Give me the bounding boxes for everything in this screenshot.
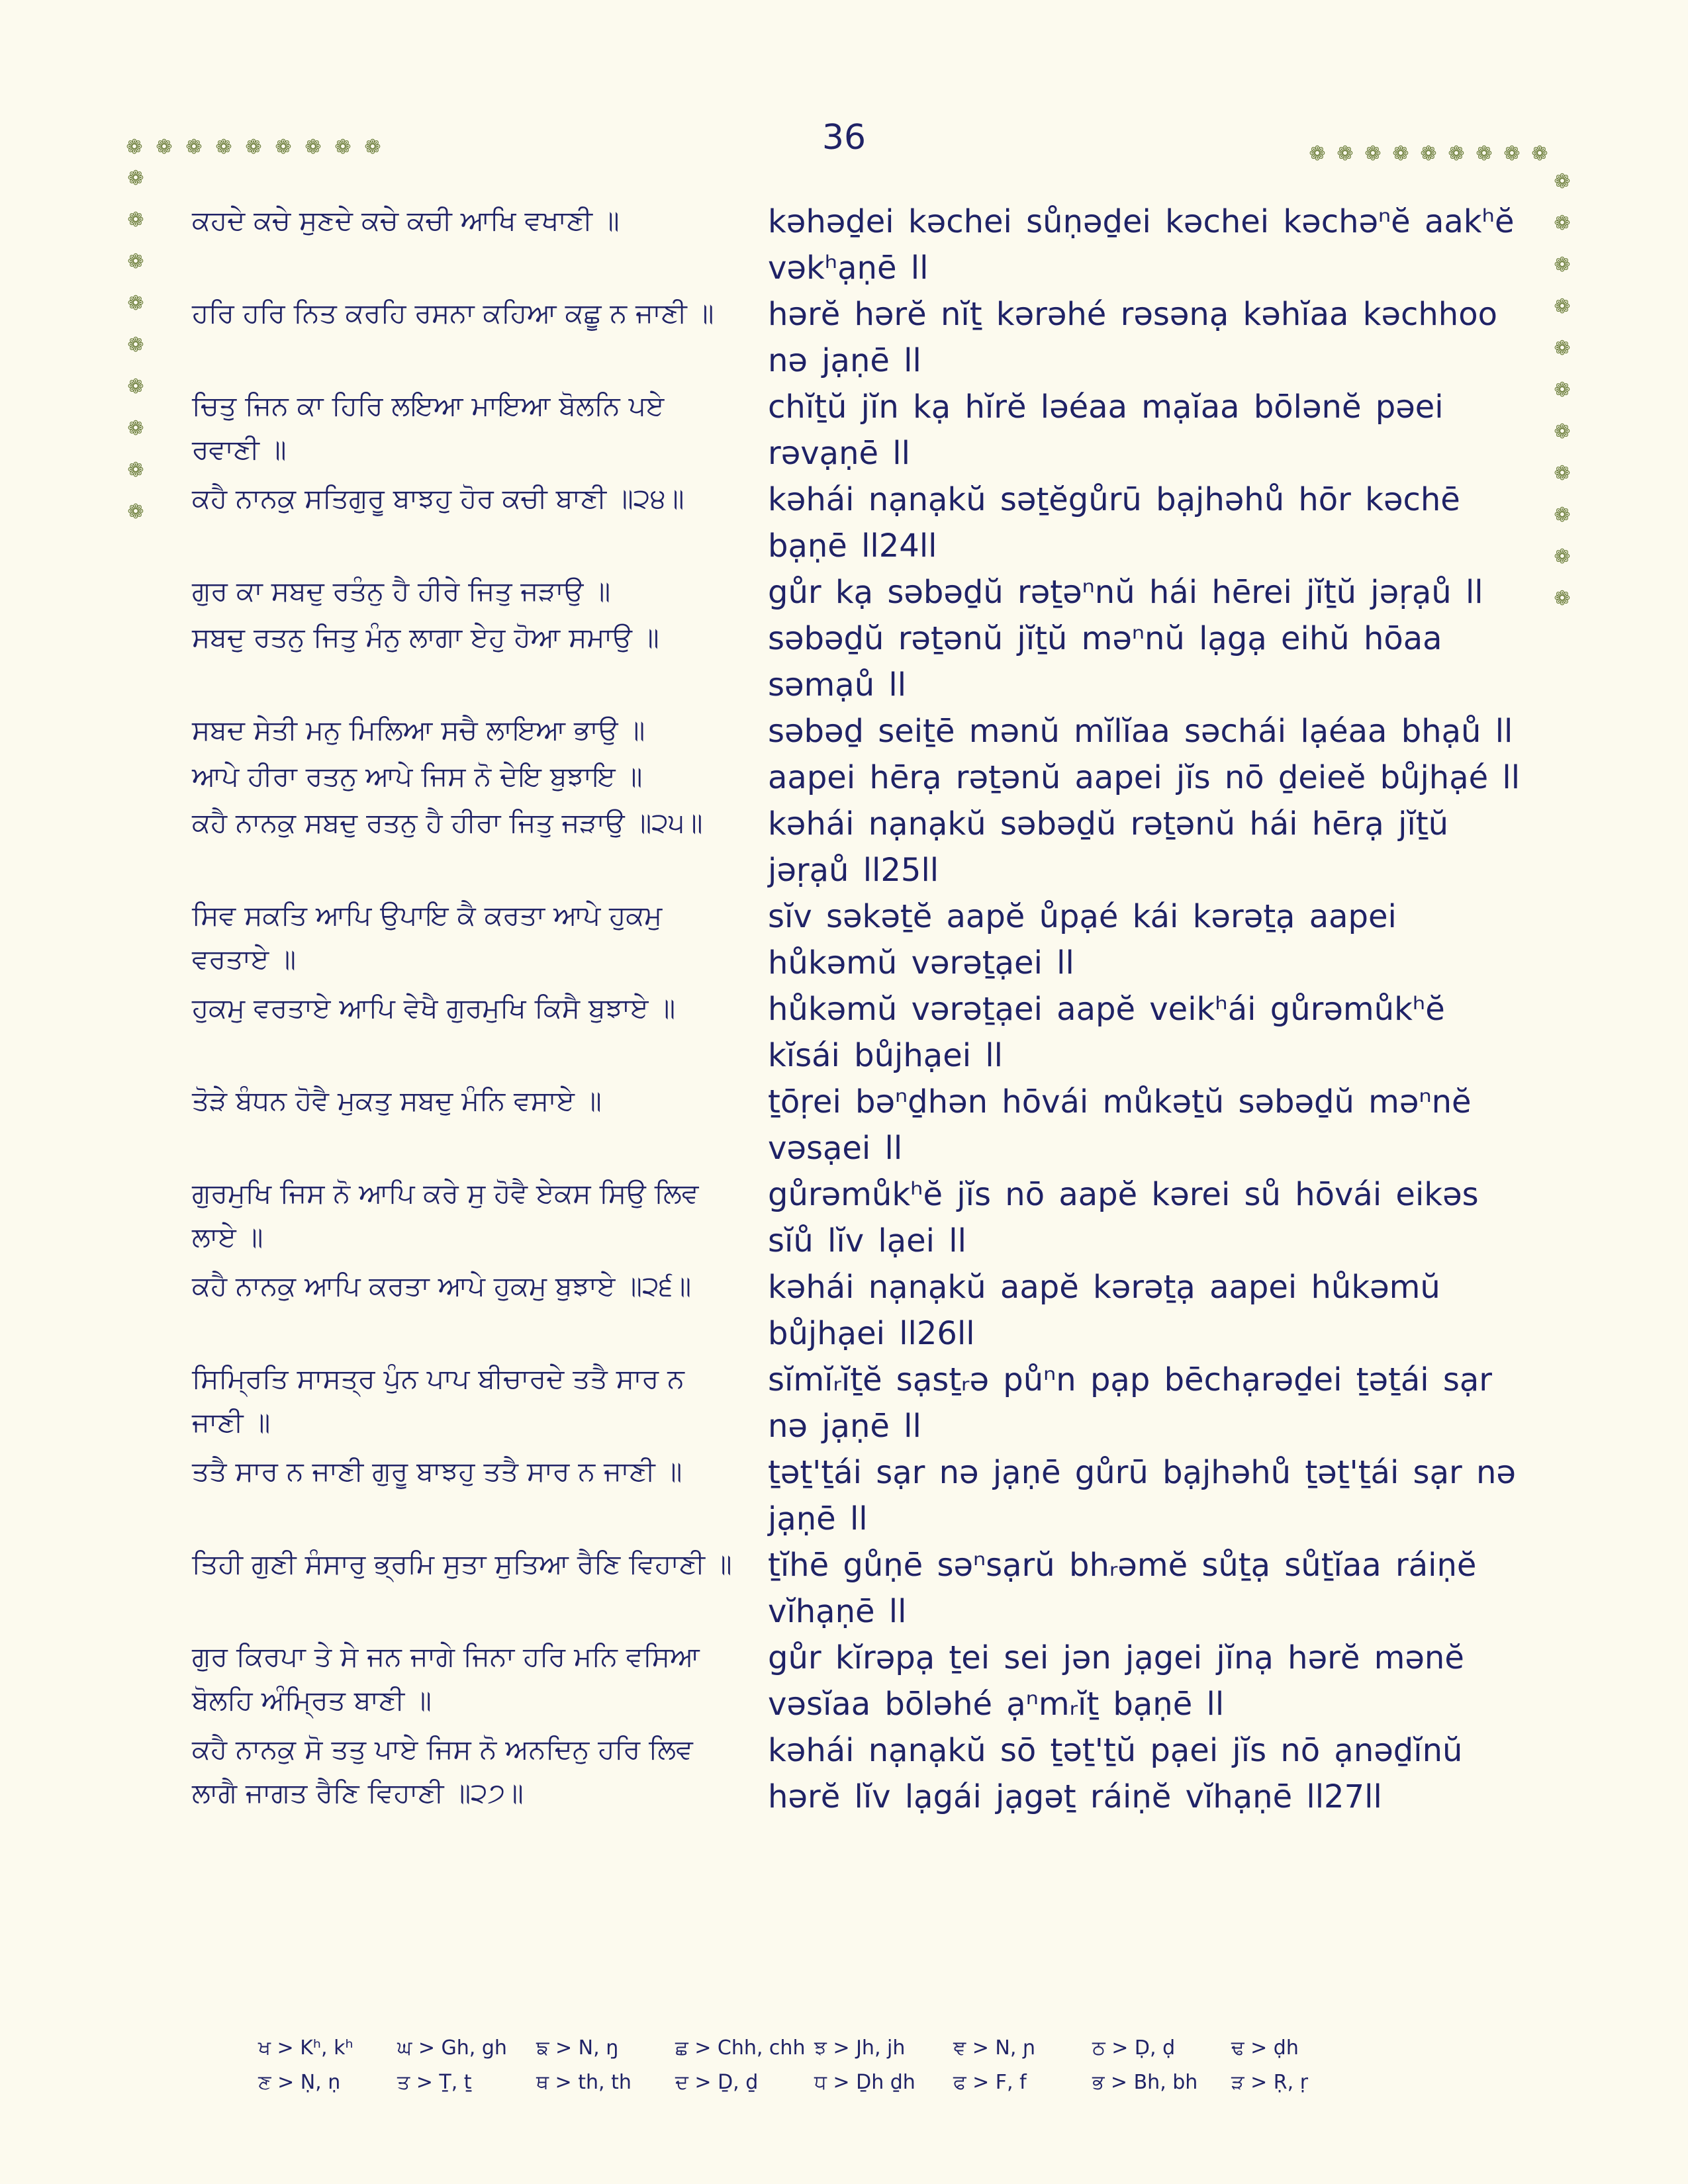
verse-gurmukhi: ਕਹੈ ਨਾਨਕੁ ਸਤਿਗੁਰੂ ਬਾਝਹੁ ਹੋਰ ਕਚੀ ਬਾਣੀ ॥੨੪॥ [192,482,684,514]
flower-icon: ❁ [127,292,144,315]
key-entry: ਭ > Bh, bh [1092,2071,1198,2094]
flower-icon: ❁ [1364,142,1382,165]
page-number: 36 [821,118,867,158]
flower-icon: ❁ [1531,142,1548,165]
flower-icon: ❁ [1336,142,1354,165]
key-entry: ਤ > Ṯ, ṯ [397,2071,472,2094]
verse-row [192,1079,1536,1171]
verse-row [192,708,1536,754]
flower-icon: ❁ [1448,142,1465,165]
verse-row [192,199,1536,291]
verse-gurmukhi: ਕਹਦੇ ਕਚੇ ਸੁਣਦੇ ਕਚੇ ਕਚੀ ਆਖਿ ਵਖਾਣੀ ॥ [192,205,620,236]
flower-icon: ❁ [215,136,232,159]
flower-icon: ❁ [1554,462,1571,485]
flower-icon: ❁ [127,375,144,398]
verse-gurmukhi: ਗੁਰਮੁਖਿ ਜਿਸ ਨੋ ਆਪਿ ਕਰੇ ਸੁ ਹੋਵੈ ਏਕਸ ਸਿਉ ਲਿਵ ਲਾਏ ॥ [192,1177,699,1253]
verse-transliteration: ṯĭhē gůṇē səⁿsạrŭ bhᵣəmĕ sůṯạ sůṯĭaa ráiṇĕ vĭhạṇē ll [768,1547,1477,1630]
verse-transliteration: ṯōṛei bəⁿḏhən hōvái můkəṯŭ səbəḏŭ məⁿnĕ vəsạei ll [768,1083,1472,1167]
key-entry: ਝ > Jh, jh [814,2036,906,2060]
flower-icon: ❁ [1392,142,1409,165]
verse-gurmukhi: ਕਹੈ ਨਾਨਕੁ ਆਪਿ ਕਰਤਾ ਆਪੇ ਹੁਕਮੁ ਬੁਝਾਏ ॥੨੬॥ [192,1270,692,1302]
flower-icon: ❁ [364,136,381,159]
transliteration-key [258,2035,1370,2096]
flower-icon: ❁ [1554,379,1571,402]
verse-transliteration: gůrəmůkʰĕ jĭs nō aapĕ kərei sů hōvái eikəs sĭů lĭv lạei ll [768,1176,1479,1259]
verse-transliteration: hůkəmŭ vərəṯạei aapĕ veikʰái gůrəmůkʰĕ kĭsái bůjhạei ll [768,991,1445,1074]
flower-icon: ❁ [275,136,292,159]
flower-icon: ❁ [1554,504,1571,527]
flower-icon: ❁ [1554,545,1571,569]
flower-icon: ❁ [126,136,143,159]
verse-transliteration: kəhái nạnạkŭ səbəḏŭ rəṯənŭ hái hērạ jĭṯŭ jəṛạů ll25ll [768,805,1449,889]
flower-icon: ❁ [1309,142,1326,165]
verse-gurmukhi: ਸਬਦ ਸੇਤੀ ਮਨੁ ਮਿਲਿਆ ਸਚੈ ਲਾਇਆ ਭਾਉ ॥ [192,714,645,746]
flower-icon: ❁ [127,459,144,482]
verse-row [192,1727,1536,1820]
verse-gurmukhi: ਸਿਵ ਸਕਤਿ ਆਪਿ ਉਪਾਇ ਕੈ ਕਰਤਾ ਆਪੇ ਹੁਕਮੁ ਵਰਤਾਏ ॥ [192,899,663,975]
verse-transliteration: chĭṯŭ jĭn kạ hĭrĕ ləéaa mạĭaa bōlənĕ pəei rəvạṇē ll [768,388,1444,472]
verse-transliteration: səbəḏ seiṯē mənŭ mĭlĭaa səchái lạéaa bhạů ll [768,713,1513,750]
verse-row [192,1264,1536,1357]
flower-icon: ❁ [245,136,262,159]
flower-icon: ❁ [305,136,322,159]
verse-transliteration: kəhái nạnạkŭ səṯĕgůrū bạjhəhů hōr kəchē bạṇē ll24ll [768,481,1460,565]
verse-row [192,754,1536,801]
verse-transliteration: hərĕ hərĕ nĭṯ kərəhé rəsənạ kəhĭaa kəchhoo nə jạṇē ll [768,296,1497,379]
flower-icon: ❁ [185,136,203,159]
verse-row [192,477,1536,569]
verse-row [192,1171,1536,1264]
verse-transliteration: gůr kĭrəpạ ṯei sei jən jạgei jĭnạ hərĕ mənĕ vəsĭaa bōləhé ạⁿmᵣĭṯ bạṇē ll [768,1639,1464,1723]
verse-list [192,199,1536,1820]
key-entry: ਥ > th, th [536,2071,632,2094]
flower-icon: ❁ [1503,142,1521,165]
flower-icon: ❁ [1554,337,1571,360]
verse-gurmukhi: ਕਹੈ ਨਾਨਕੁ ਸੋ ਤਤੁ ਪਾਏ ਜਿਸ ਨੋ ਅਨਦਿਨੁ ਹਰਿ ਲਿਵ ਲਾਗੈ ਜਾਗਤ ਰੈਣਿ ਵਿਹਾਣੀ ॥੨੭॥ [192,1733,693,1809]
flower-icon: ❁ [127,500,144,523]
verse-gurmukhi: ਤੋੜੇ ਬੰਧਨ ਹੋਵੈ ਮੁਕਤੁ ਸਬਦੁ ਮੰਨਿ ਵਸਾਏ ॥ [192,1085,602,1116]
verse-transliteration: aapei hērạ rəṯənŭ aapei jĭs nō ḏeieĕ bůjhạé ll [768,759,1521,796]
key-entry: ਛ > Chh, chh [675,2036,806,2060]
verse-gurmukhi: ਤਤੈ ਸਾਰ ਨ ਜਾਣੀ ਗੁਰੂ ਬਾਝਹੁ ਤਤੈ ਸਾਰ ਨ ਜਾਣੀ ॥ [192,1455,682,1487]
key-entry: ਞ > N, ɲ [953,2036,1036,2060]
verse-transliteration: gůr kạ səbəḏŭ rəṯəⁿnŭ hái hērei jĭṯŭ jəṛạů ll [768,574,1483,611]
verse-transliteration: səbəḏŭ rəṯənŭ jĭṯŭ məⁿnŭ lạgạ eihŭ hōaa səmạů ll [768,620,1442,704]
flower-icon: ❁ [1420,142,1437,165]
flower-icon: ❁ [127,167,144,190]
verse-gurmukhi: ਆਪੇ ਹੀਰਾ ਰਤਨੁ ਆਪੇ ਜਿਸ ਨੋ ਦੇਇ ਬੁਝਾਇ ॥ [192,760,643,792]
verse-transliteration: kəhái nạnạkŭ aapĕ kərəṯạ aapei hůkəmŭ bůjhạei ll26ll [768,1269,1440,1352]
key-entry: ੜ > Ṛ, ṛ [1231,2071,1309,2094]
key-entry: ਫ > F, f [953,2071,1027,2094]
flower-icon: ❁ [127,334,144,357]
verse-gurmukhi: ਤਿਹੀ ਗੁਣੀ ਸੰਸਾਰੁ ਭ੍ਰਮਿ ਸੁਤਾ ਸੁਤਿਆ ਰੈਣਿ ਵਿਹਾਣੀ ॥ [192,1548,732,1580]
flower-icon: ❁ [156,136,173,159]
verse-row [192,1635,1536,1727]
verse-row [192,291,1536,384]
verse-gurmukhi: ਹਰਿ ਹਰਿ ਨਿਤ ਕਰਹਿ ਰਸਨਾ ਕਹਿਆ ਕਛੂ ਨ ਜਾਣੀ ॥ [192,297,714,329]
flower-icon: ❁ [1554,253,1571,277]
key-entry: ਧ > Ḏh ḏh [814,2071,915,2094]
verse-transliteration: kəhái nạnạkŭ sō ṯəṯ'ṯŭ pạei jĭs nō ạnəḏĭnŭ hərĕ lĭv lạgái jạgəṯ ráiṇĕ vĭhạṇē ll27ll [768,1732,1463,1815]
verse-row [192,1449,1536,1542]
flower-icon: ❁ [1476,142,1493,165]
verse-gurmukhi: ਗੁਰ ਕਾ ਸਬਦੁ ਰਤੰਨੁ ਹੈ ਹੀਰੇ ਜਿਤੁ ਜੜਾਉ ॥ [192,575,611,607]
verse-gurmukhi: ਚਿਤੁ ਜਿਨ ਕਾ ਹਿਰਿ ਲਇਆ ਮਾਇਆ ਬੋਲਨਿ ਪਏ ਰਵਾਣੀ ॥ [192,390,665,465]
verse-transliteration: ṯəṯ'ṯái sạr nə jạṇē gůrū bạjhəhů ṯəṯ'ṯái sạr nə jạṇē ll [768,1454,1516,1537]
key-entry: ਣ > Ṇ, ṇ [258,2071,341,2094]
verse-row [192,986,1536,1079]
verse-row [192,1542,1536,1635]
verse-transliteration: sĭmĭᵣĭṯĕ sạsṯᵣə půⁿn pạp bēchạrəḏei ṯəṯái sạr nə jạṇē ll [768,1361,1492,1445]
verse-gurmukhi: ਸਬਦੁ ਰਤਨੁ ਜਿਤੁ ਮੰਨੁ ਲਾਗਾ ਏਹੁ ਹੋਆ ਸਮਾਉ ॥ [192,621,659,653]
key-entry: ਠ > Ḍ, ḍ [1092,2036,1176,2060]
flower-icon: ❁ [1554,212,1571,235]
verse-gurmukhi: ਗੁਰ ਕਿਰਪਾ ਤੇ ਸੇ ਜਨ ਜਾਗੇ ਜਿਨਾ ਹਰਿ ਮਨਿ ਵਸਿਆ ਬੋਲਹਿ ਅੰਮ੍ਰਿਤ ਬਾਣੀ ॥ [192,1641,700,1716]
flower-icon: ❁ [127,417,144,440]
verse-gurmukhi: ਸਿਮ੍ਰਿਤਿ ਸਾਸਤ੍ਰ ਪੁੰਨ ਪਾਪ ਬੀਚਾਰਦੇ ਤਤੈ ਸਾਰ ਨ ਜਾਣੀ ॥ [192,1363,684,1438]
verse-row [192,801,1536,893]
verse-row [192,569,1536,615]
flower-icon: ❁ [1554,295,1571,318]
key-entry: ਢ > ḍh [1231,2036,1299,2060]
verse-row [192,384,1536,477]
flower-icon: ❁ [127,250,144,273]
flower-icon: ❁ [334,136,352,159]
flower-icon: ❁ [1554,587,1571,610]
verse-row [192,615,1536,708]
verse-row [192,1357,1536,1449]
verse-transliteration: kəhəḏei kəchei sůṇəḏei kəchei kəchəⁿĕ aakʰĕ vəkʰạṇē ll [768,203,1515,287]
key-entry: ਙ > N, ŋ [536,2036,619,2060]
verse-gurmukhi: ਹੁਕਮੁ ਵਰਤਾਏ ਆਪਿ ਵੇਖੈ ਗੁਰਮੁਖਿ ਕਿਸੈ ਬੁਝਾਏ ॥ [192,992,676,1024]
verse-row [192,893,1536,986]
key-entry: ਦ > Ḏ, ḏ [675,2071,759,2094]
flower-icon: ❁ [127,208,144,232]
verse-gurmukhi: ਕਹੈ ਨਾਨਕੁ ਸਬਦੁ ਰਤਨੁ ਹੈ ਹੀਰਾ ਜਿਤੁ ਜੜਾਉ ॥੨੫॥ [192,807,703,839]
key-entry: ਘ > Gh, gh [397,2036,507,2060]
key-entry: ਖ > Kʰ, kʰ [258,2036,353,2060]
verse-transliteration: sĭv səkəṯĕ aapĕ ůpạé kái kərəṯạ aapei hůkəmŭ vərəṯạei ll [768,898,1397,981]
flower-icon: ❁ [1554,420,1571,443]
flower-icon: ❁ [1554,170,1571,193]
